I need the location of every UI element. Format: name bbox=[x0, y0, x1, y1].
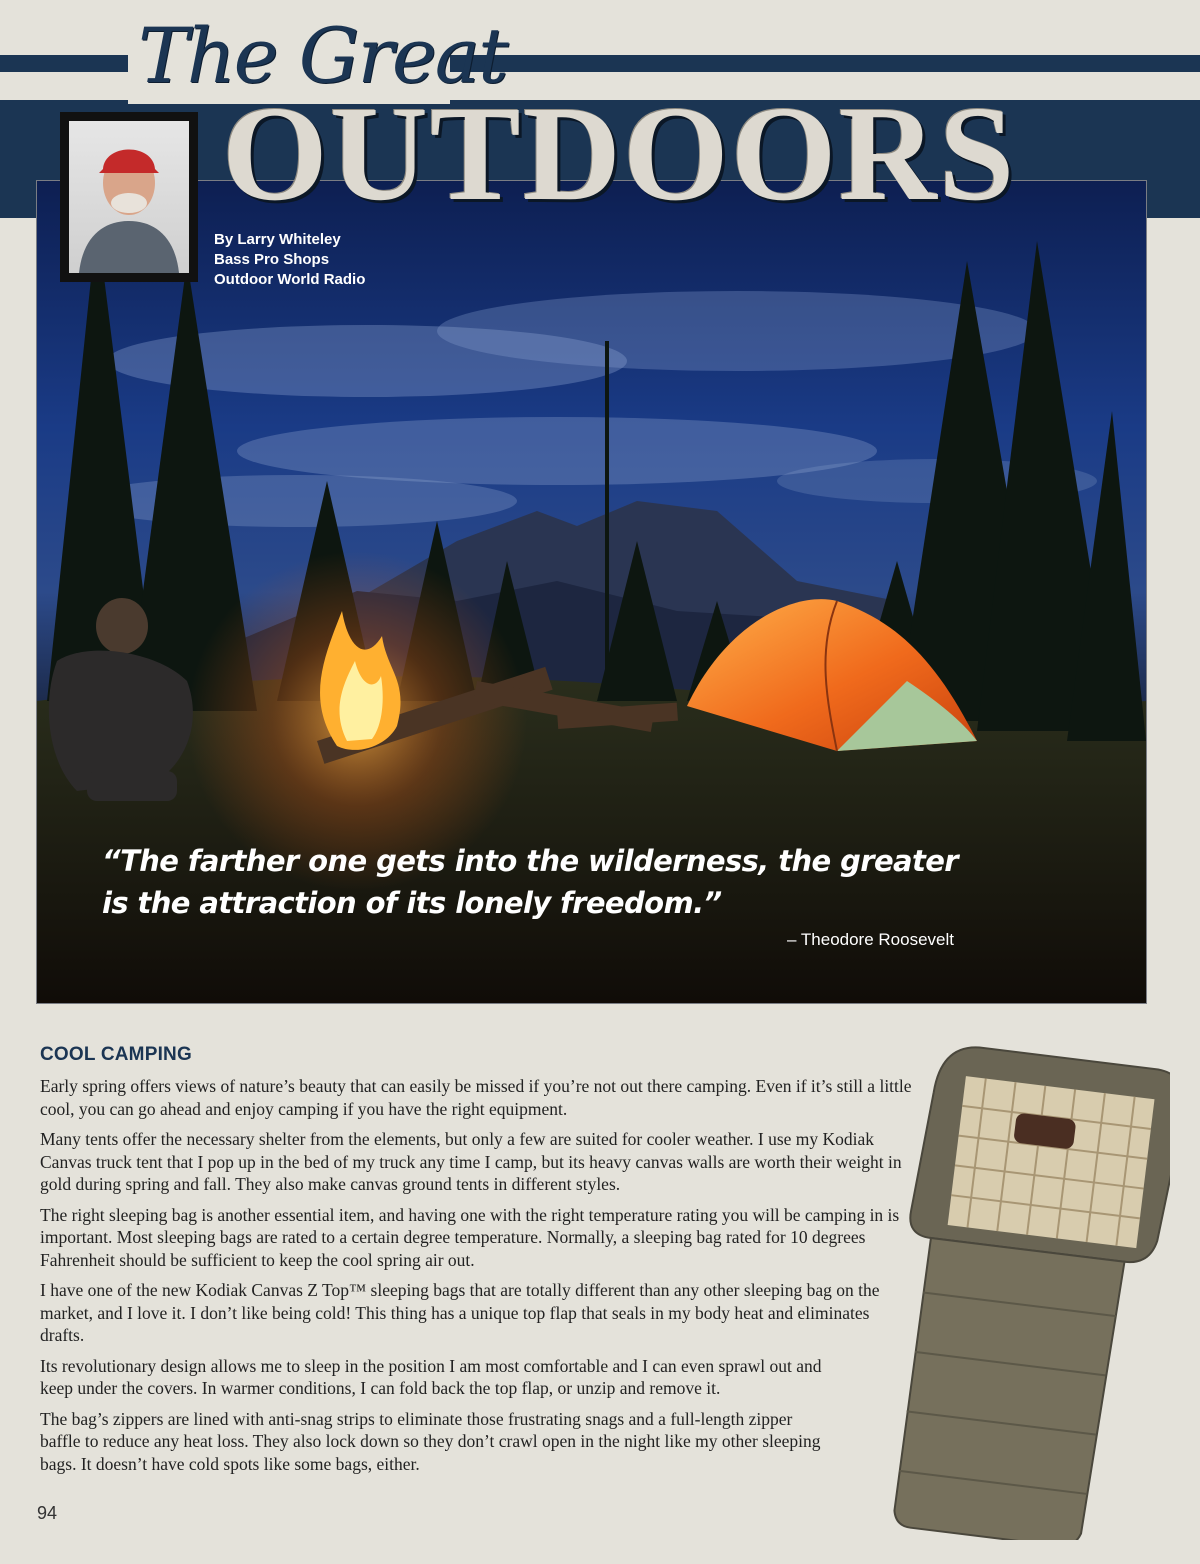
byline-show: Outdoor World Radio bbox=[214, 271, 366, 288]
byline-company: Bass Pro Shops bbox=[214, 251, 330, 268]
sleeping-bag-image bbox=[800, 1040, 1170, 1540]
article-paragraph: Its revolutionary design allows me to sleep in the position I am most comfortable and I can even sprawl out and keep under the covers. In warmer conditions, I can fold back the top flap, or unzip and remove it. bbox=[40, 1355, 822, 1398]
hero-quote: “The farther one gets into the wilderness, the greater is the attraction of its lonely freedom.” bbox=[102, 844, 959, 920]
article-paragraph: The right sleeping bag is another essential item, and having one with the right temperature rating you will be camping in is important. Most sleeping bags are rated to a certain degree temperature. Normally, a sleeping bag rated for 10 degrees Fahrenheit should be sufficient to keep the cool spring air out. bbox=[40, 1204, 900, 1270]
article-heading: COOL CAMPING bbox=[40, 1044, 192, 1065]
article-paragraph: Early spring offers views of nature’s beauty that can easily be missed if you’re not out there camping. Even if it’s still a little cool, you can go ahead and enjoy camping if you have the right equipment. bbox=[40, 1076, 912, 1119]
article-paragraph: The bag’s zippers are lined with anti-snag strips to eliminate those frustrating snags and a full-length zipper baffle to reduce any heat loss. They also lock down so they don’t crawl open in the night like my other sleeping bags. It doesn’t have cold spots like some bags, either. bbox=[40, 1408, 821, 1474]
quote-attribution: – Theodore Roosevelt bbox=[787, 930, 954, 949]
cloud bbox=[437, 291, 1037, 371]
byline bbox=[214, 230, 365, 290]
article-body bbox=[40, 1075, 925, 1483]
article-paragraph: I have one of the new Kodiak Canvas Z Top™ sleeping bags that are totally different than any other sleeping bag on the market, and I love it. I don’t like being cold! This thing has a unique top flap that seals in my body heat and eliminates drafts. bbox=[40, 1280, 880, 1345]
cloud bbox=[77, 475, 517, 527]
title-main: OUTDOORS bbox=[222, 79, 1017, 229]
byline-author: By Larry Whiteley bbox=[214, 231, 341, 248]
article-paragraph: Many tents offer the necessary shelter from the elements, but only a few are suited for cooler weather. I use my Kodiak Canvas truck tent that I pop up in the bed of my truck any time I camp, but its heavy canvas walls are worth their weight in gold during spring and fall. They also make canvas ground tents in different styles. bbox=[40, 1129, 902, 1194]
cloud bbox=[237, 417, 877, 485]
plaid-liner bbox=[948, 1076, 1155, 1248]
author-portrait bbox=[69, 121, 189, 273]
page-number: 94 bbox=[37, 1503, 58, 1523]
sleeping-bag-body bbox=[893, 1238, 1125, 1540]
author-photo bbox=[60, 112, 198, 282]
title-script: The Great bbox=[138, 11, 507, 100]
